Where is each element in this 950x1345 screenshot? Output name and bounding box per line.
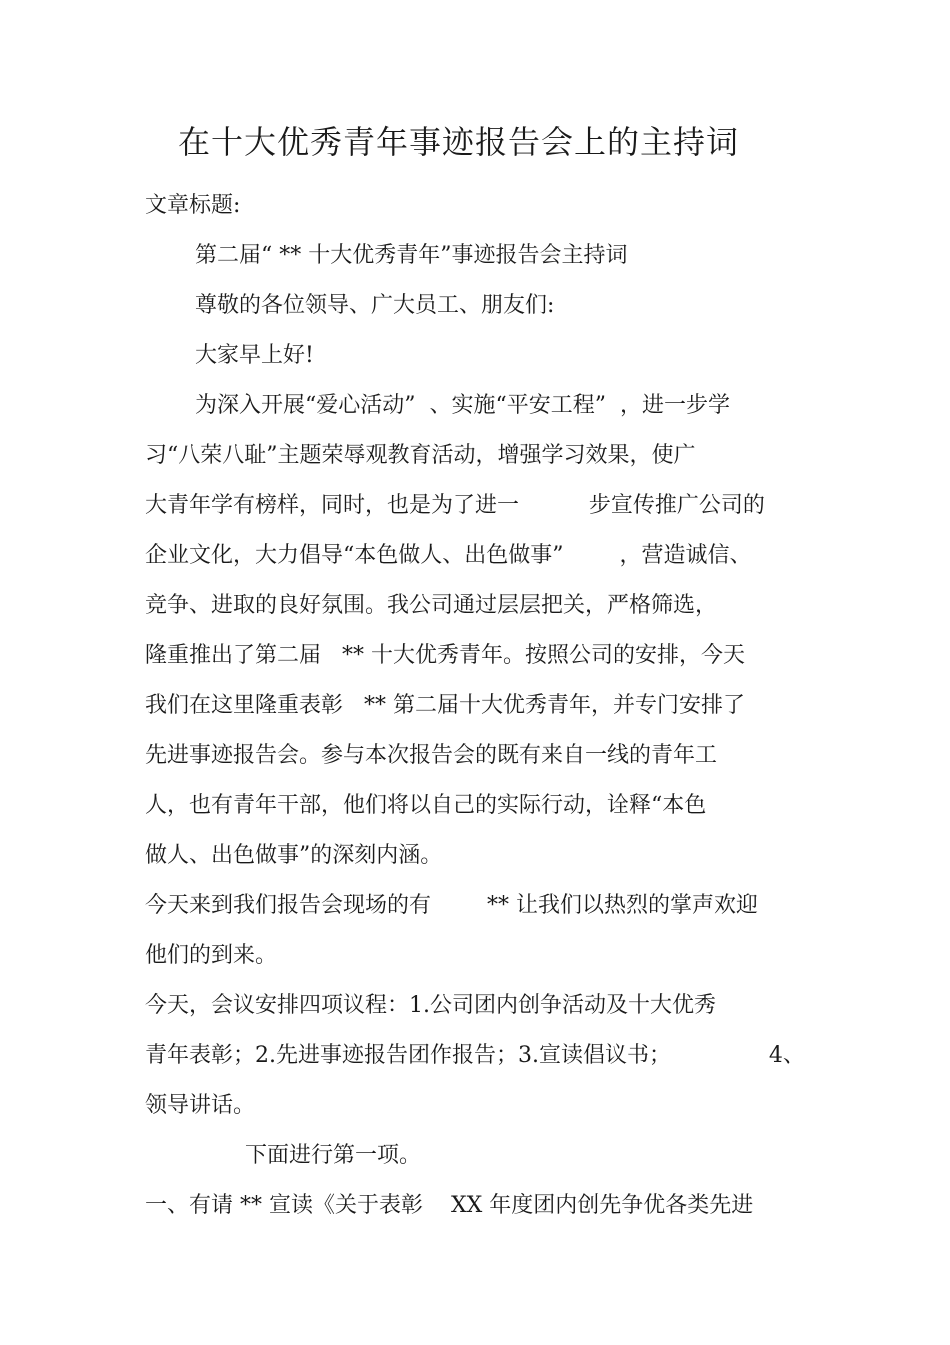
text-line: 先进事迹报告会。参与本次报告会的既有来自一线的青年工 [145,743,718,768]
text-line: 大青年学有榜样，同时，也是为了进一 步宣传推广公司的 [145,493,765,518]
text-line: 领导讲话。 [145,1093,256,1118]
text-line: 青年表彰；2.先进事迹报告团作报告；3.宣读倡议书； 4、 [145,1043,805,1068]
document-title: 在十大优秀青年事迹报告会上的主持词 [178,123,740,161]
text-line: 一、有请 ** 宣读《关于表彰 XX 年度团内创先争优各类先进 [145,1193,754,1218]
text-line: 文章标题: [145,193,241,218]
text-line: 人，也有青年干部，他们将以自己的实际行动，诠释“本色 [145,793,707,818]
text-line: 第二届“ ** 十大优秀青年”事迹报告会主持词 [195,243,628,268]
text-line: 为深入开展“爱心活动” 、实施“平安工程” ，进一步学 [195,393,730,418]
text-line: 今天来到我们报告会现场的有 ** 让我们以热烈的掌声欢迎 [145,893,758,918]
text-line: 企业文化，大力倡导“本色做人、出色做事” ，营造诚信、 [145,543,752,568]
text-line: 我们在这里隆重表彰 ** 第二届十大优秀青年，并专门安排了 [145,693,745,718]
text-line: 今天，会议安排四项议程：1.公司团内创争活动及十大优秀 [145,993,716,1018]
text-line: 大家早上好! [195,343,314,368]
text-line: 隆重推出了第二届 ** 十大优秀青年。按照公司的安排，今天 [145,643,745,668]
text-line: 习“八荣八耻”主题荣辱观教育活动，增强学习效果，使广 [145,443,696,468]
text-line: 他们的到来。 [145,943,278,968]
text-line: 做人、出色做事”的深刻内涵。 [145,843,443,868]
text-line: 竞争、进取的良好氛围。我公司通过层层把关，严格筛选， [145,593,718,618]
text-line: 尊敬的各位领导、广大员工、朋友们: [195,293,555,318]
text-line: 下面进行第一项。 [245,1143,422,1168]
